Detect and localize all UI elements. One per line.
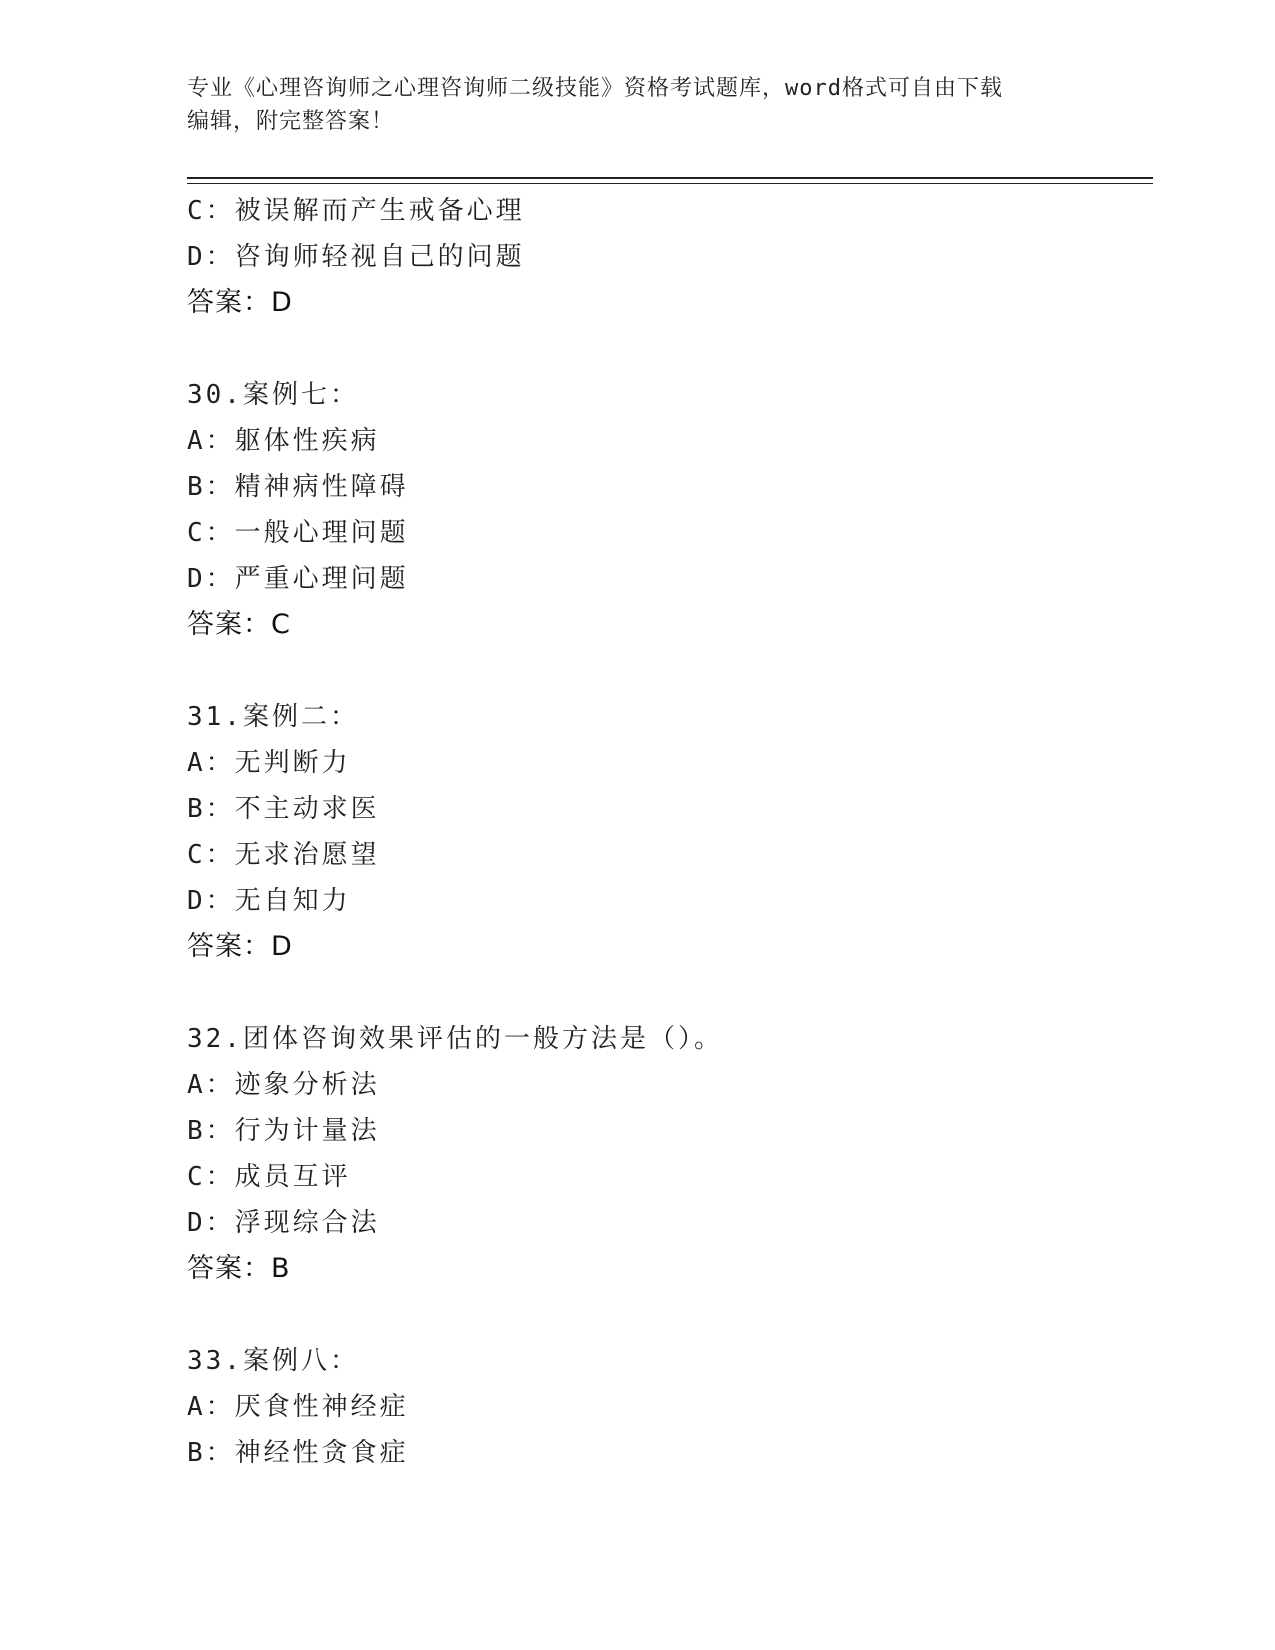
header-line-2: 编辑，附完整答案！: [187, 109, 395, 134]
option-b: B：不主动求医: [187, 794, 380, 824]
question-list: [187, 188, 1153, 1522]
question-stem: 33.案例八：: [187, 1346, 359, 1376]
question-32: [187, 1016, 1153, 1292]
option-c: C：无求治愿望: [187, 840, 380, 870]
option-c: C：成员互评: [187, 1162, 351, 1192]
question-30: [187, 372, 1153, 648]
question-stem: 32.团体咨询效果评估的一般方法是（）。: [187, 1024, 723, 1054]
option-d: D：无自知力: [187, 886, 351, 916]
option-b: B：精神病性障碍: [187, 472, 409, 502]
answer-text: 答案：C: [187, 609, 291, 640]
option-a: A：迹象分析法: [187, 1070, 380, 1100]
document-header: [187, 72, 1067, 138]
answer-text: 答案：B: [187, 1253, 291, 1284]
header-divider-thick: [187, 177, 1153, 179]
option-b: B：神经性贪食症: [187, 1438, 409, 1468]
header-line-1: 专业《心理咨询师之心理咨询师二级技能》资格考试题库，word格式可自由下载: [187, 76, 1003, 101]
option-c: C：被误解而产生戒备心理: [187, 196, 525, 226]
question-fragment: [187, 188, 1153, 326]
option-a: A：厌食性神经症: [187, 1392, 409, 1422]
question-31: [187, 694, 1153, 970]
question-stem: 30.案例七：: [187, 380, 359, 410]
option-a: A：无判断力: [187, 748, 351, 778]
header-divider-thin: [187, 183, 1153, 184]
option-c: C：一般心理问题: [187, 518, 409, 548]
option-b: B：行为计量法: [187, 1116, 380, 1146]
option-d: D：咨询师轻视自己的问题: [187, 242, 525, 272]
answer-text: 答案：D: [187, 287, 293, 318]
question-33: [187, 1338, 1153, 1476]
option-d: D：浮现综合法: [187, 1208, 380, 1238]
answer-text: 答案：D: [187, 931, 293, 962]
option-a: A：躯体性疾病: [187, 426, 380, 456]
question-stem: 31.案例二：: [187, 702, 359, 732]
option-d: D：严重心理问题: [187, 564, 409, 594]
